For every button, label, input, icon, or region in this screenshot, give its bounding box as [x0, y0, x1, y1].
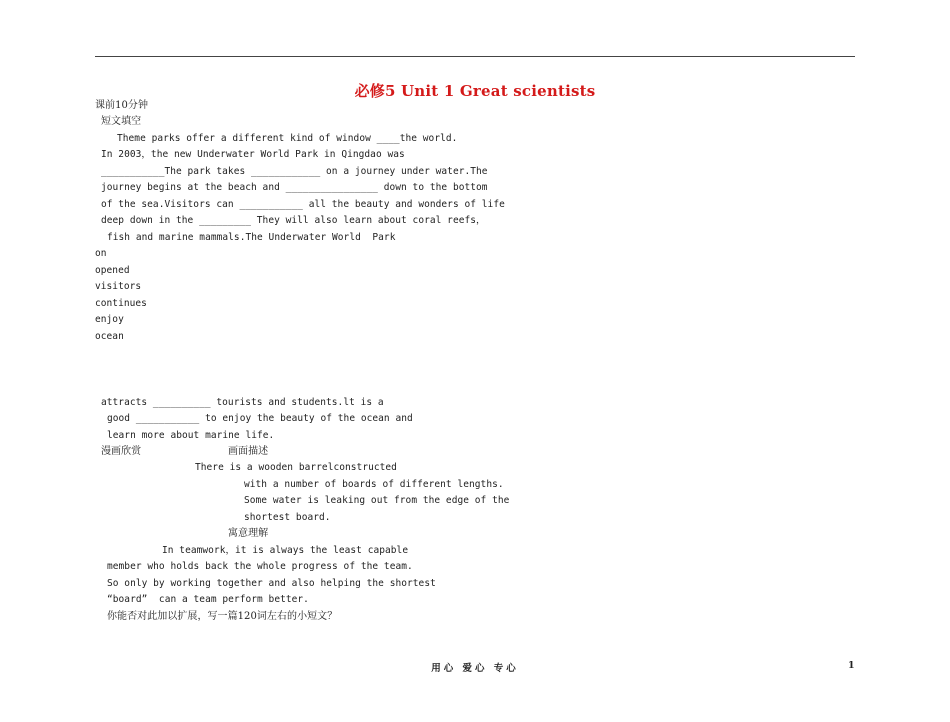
text-line: There is a wooden barrelconstructed: [195, 462, 397, 473]
text-line: “board” can a team perform better.: [107, 594, 309, 605]
section-label: 漫画欣赏: [101, 446, 142, 457]
section-label: 短文填空: [101, 116, 142, 127]
page-number: 1: [848, 660, 855, 671]
text-line: learn more about marine life.: [107, 430, 275, 441]
text-line: ___________The park takes ____________ on a journey under water.The: [101, 166, 488, 177]
section-label: 画面描述: [228, 446, 269, 457]
text-line: In teamwork，it is always the least capable: [162, 545, 409, 556]
section-label: 寓意理解: [228, 528, 269, 539]
text-line: shortest board.: [244, 512, 331, 523]
page-footer: 用心 爱心 专心: [431, 663, 519, 674]
text-line: of the sea.Visitors can ___________ all the beauty and wonders of life: [101, 199, 505, 210]
text-line: deep down in the _________ They will also learn about coral reefs，: [101, 215, 486, 226]
answer-word: visitors: [95, 281, 142, 292]
text-line: with a number of boards of different lengths.: [244, 479, 504, 490]
document-title: 必修5 Unit 1 Great scientists: [354, 82, 596, 100]
text-line: member who holds back the whole progress of the team.: [107, 561, 413, 572]
text-line: attracts __________ tourists and students.lt is a: [101, 397, 384, 408]
text-line: good ___________ to enjoy the beauty of the ocean and: [107, 413, 413, 424]
text-line: 你能否对此加以扩展，写一篇120词左右的小短文？: [107, 611, 338, 622]
text-line: In 2003，the new Underwater World Park in Qingdao was: [101, 149, 405, 160]
answer-word: continues: [95, 298, 147, 309]
text-line: Some water is leaking out from the edge of the: [244, 495, 510, 506]
answer-word: enjoy: [95, 314, 124, 325]
text-line: Theme parks offer a different kind of window ____the world.: [117, 133, 458, 144]
text-line: So only by working together and also helping the shortest: [107, 578, 436, 589]
text-line: journey begins at the beach and ________________ down to the bottom: [101, 182, 488, 193]
answer-word: on: [95, 248, 107, 259]
header-rule: [95, 56, 855, 57]
answer-word: opened: [95, 265, 130, 276]
section-label: 课前10分钟: [95, 100, 149, 111]
text-line: fish and marine mammals.The Underwater World Park: [107, 232, 396, 243]
answer-word: ocean: [95, 331, 124, 342]
